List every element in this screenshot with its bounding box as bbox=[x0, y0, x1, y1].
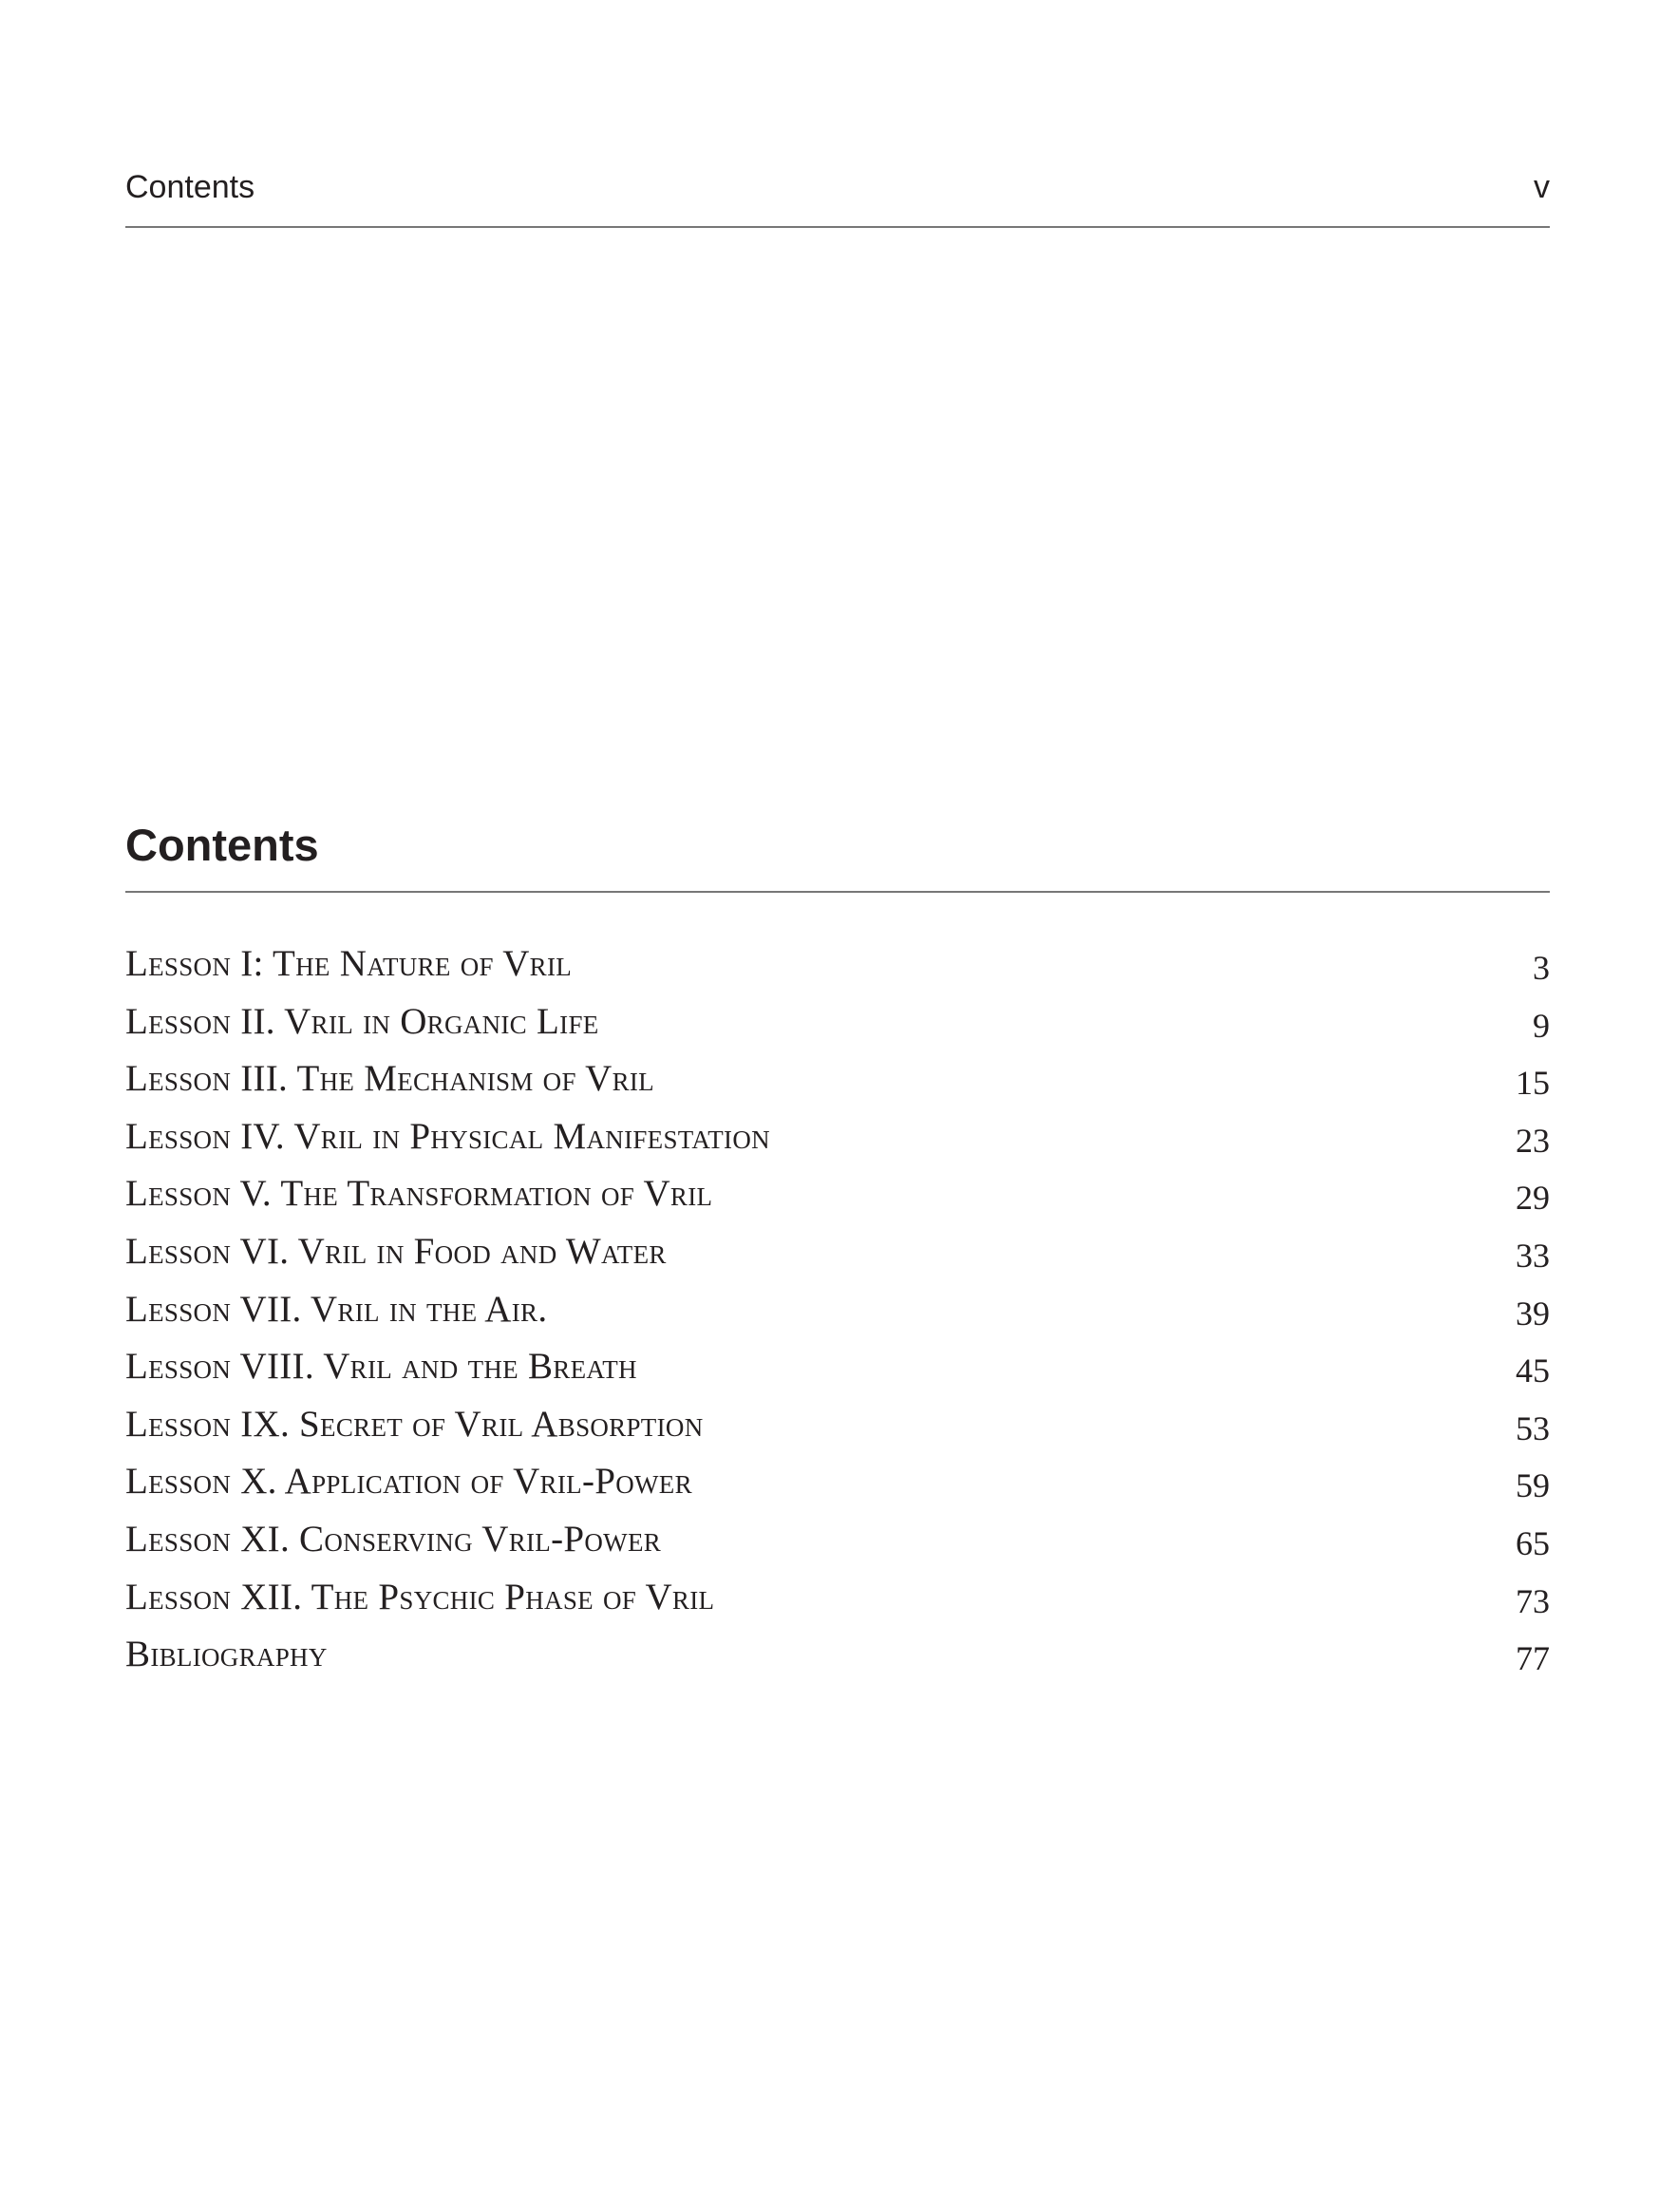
toc-entry-label: Lesson VIII. Vril and the Breath bbox=[125, 1346, 637, 1388]
toc-entry-lesson-7[interactable] bbox=[125, 1286, 1550, 1344]
header-rule bbox=[125, 226, 1550, 228]
toc-entry-label: Lesson X. Application of Vril-Power bbox=[125, 1461, 692, 1503]
toc-entry-lesson-12[interactable] bbox=[125, 1574, 1550, 1632]
toc-entry-page: 23 bbox=[1516, 1121, 1550, 1160]
toc-entry-page: 15 bbox=[1516, 1064, 1550, 1103]
toc-entry-lesson-6[interactable] bbox=[125, 1228, 1550, 1286]
toc-entry-lesson-9[interactable] bbox=[125, 1401, 1550, 1459]
toc-entry-label: Lesson IX. Secret of Vril Absorption bbox=[125, 1403, 704, 1445]
toc-entry-page: 45 bbox=[1516, 1352, 1550, 1390]
toc-entry-page: 33 bbox=[1516, 1236, 1550, 1275]
toc-entry-lesson-1[interactable] bbox=[125, 940, 1550, 998]
toc-entry-page: 29 bbox=[1516, 1179, 1550, 1218]
toc-entry-page: 59 bbox=[1516, 1466, 1550, 1505]
toc-entry-lesson-4[interactable] bbox=[125, 1113, 1550, 1171]
toc-entry-page: 73 bbox=[1516, 1581, 1550, 1620]
toc-entry-label: Lesson XI. Conserving Vril-Power bbox=[125, 1518, 662, 1560]
page-title: Contents bbox=[125, 820, 319, 870]
toc-entry-page: 53 bbox=[1516, 1408, 1550, 1447]
toc-entry-label: Bibliography bbox=[125, 1634, 328, 1675]
toc-entry-label: Lesson IV. Vril in Physical Manifestation bbox=[125, 1115, 770, 1157]
toc-entry-lesson-3[interactable] bbox=[125, 1055, 1550, 1113]
title-rule bbox=[125, 891, 1550, 893]
toc-entry-lesson-5[interactable] bbox=[125, 1170, 1550, 1228]
toc-entry-label: Lesson XII. The Psychic Phase of Vril bbox=[125, 1576, 715, 1617]
toc-entry-label: Lesson VI. Vril in Food and Water bbox=[125, 1230, 667, 1272]
toc-entry-label: Lesson I: The Nature of Vril bbox=[125, 943, 573, 984]
toc-entry-label: Lesson V. The Transformation of Vril bbox=[125, 1173, 713, 1215]
page-number: v bbox=[1534, 169, 1550, 205]
toc-entry-lesson-2[interactable] bbox=[125, 998, 1550, 1056]
running-head bbox=[125, 163, 1550, 211]
toc-entry-lesson-11[interactable] bbox=[125, 1516, 1550, 1574]
toc-entry-page: 39 bbox=[1516, 1294, 1550, 1333]
table-of-contents bbox=[125, 940, 1550, 1689]
toc-entry-lesson-8[interactable] bbox=[125, 1343, 1550, 1401]
toc-entry-label: Lesson II. Vril in Organic Life bbox=[125, 1000, 599, 1042]
toc-entry-label: Lesson VII. Vril in the Air. bbox=[125, 1288, 548, 1330]
toc-entry-lesson-10[interactable] bbox=[125, 1458, 1550, 1516]
running-title: Contents bbox=[125, 169, 255, 205]
toc-entry-page: 9 bbox=[1533, 1006, 1550, 1045]
toc-entry-bibliography[interactable] bbox=[125, 1631, 1550, 1689]
toc-entry-page: 65 bbox=[1516, 1523, 1550, 1562]
toc-entry-page: 77 bbox=[1516, 1639, 1550, 1678]
toc-entry-label: Lesson III. The Mechanism of Vril bbox=[125, 1058, 654, 1100]
toc-entry-page: 3 bbox=[1533, 949, 1550, 987]
